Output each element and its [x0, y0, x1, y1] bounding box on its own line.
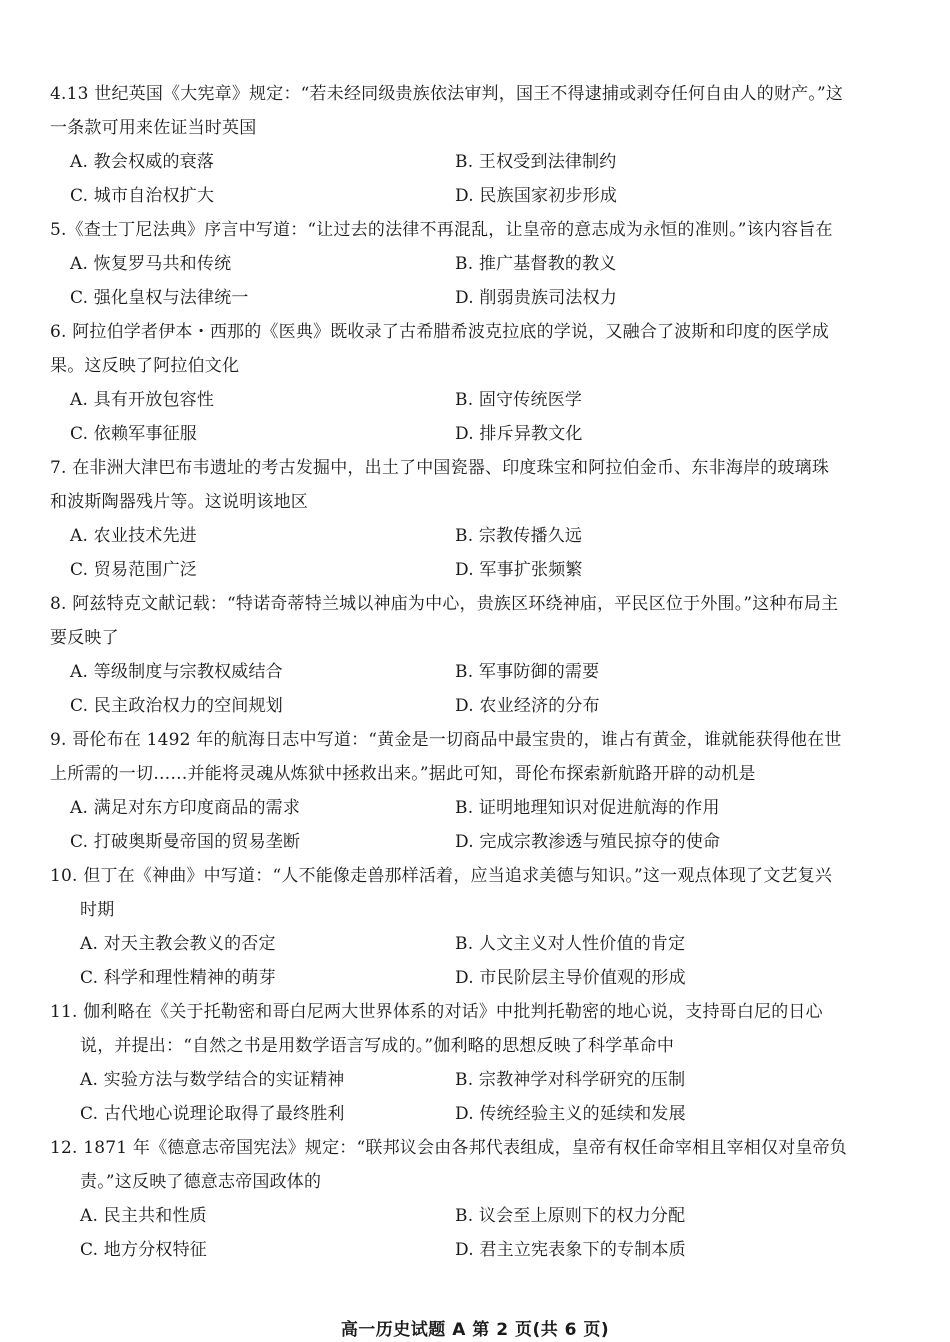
option-a[interactable]: A. 满足对东方印度商品的需求: [70, 798, 301, 818]
option-b[interactable]: B. 证明地理知识对促进航海的作用: [455, 798, 720, 818]
option-c[interactable]: C. 贸易范围广泛: [70, 560, 198, 580]
option-d[interactable]: D. 军事扩张频繁: [455, 560, 583, 580]
question-stem-line: 要反映了: [50, 628, 119, 648]
question-stem-line: 时期: [80, 900, 115, 920]
question-stem-line: 12. 1871 年《德意志帝国宪法》规定：“联邦议会由各邦代表组成，皇帝有权任命宰相且宰相仅对皇帝负: [50, 1138, 847, 1158]
page-footer: 高一历史试题 A 第 2 页(共 6 页): [340, 1320, 610, 1340]
option-b[interactable]: B. 宗教传播久远: [455, 526, 583, 546]
question-stem-line: 5.《查士丁尼法典》序言中写道：“让过去的法律不再混乱，让皇帝的意志成为永恒的准则。”该内容旨在: [50, 220, 833, 240]
question-stem-line: 8. 阿兹特克文献记载：“特诺奇蒂特兰城以神庙为中心，贵族区环绕神庙，平民区位于外围。”这种布局主: [50, 594, 839, 614]
option-a[interactable]: A. 民主共和性质: [80, 1206, 207, 1226]
option-b[interactable]: B. 推广基督教的教义: [455, 254, 617, 274]
question-stem-line: 上所需的一切……并能将灵魂从炼狱中拯救出来。”据此可知，哥伦布探索新航路开辟的动机是: [50, 764, 756, 784]
question-stem-line: 7. 在非洲大津巴布韦遗址的考古发掘中，出土了中国瓷器、印度珠宝和阿拉伯金币、东非海岸的玻璃珠: [50, 458, 830, 478]
option-d[interactable]: D. 削弱贵族司法权力: [455, 288, 618, 308]
question-stem-line: 6. 阿拉伯学者伊本・西那的《医典》既收录了古希腊希波克拉底的学说，又融合了波斯和印度的医学成: [50, 322, 830, 342]
option-b[interactable]: B. 议会至上原则下的权力分配: [455, 1206, 686, 1226]
option-b[interactable]: B. 人文主义对人性价值的肯定: [455, 934, 686, 954]
question-stem-line: 和波斯陶器残片等。这说明该地区: [50, 492, 308, 512]
option-c[interactable]: C. 科学和理性精神的萌芽: [80, 968, 276, 988]
option-b[interactable]: B. 王权受到法律制约: [455, 152, 617, 172]
option-a[interactable]: A. 等级制度与宗教权威结合: [70, 662, 283, 682]
option-c[interactable]: C. 地方分权特征: [80, 1240, 208, 1260]
option-a[interactable]: A. 实验方法与数学结合的实证精神: [80, 1070, 345, 1090]
question-stem-line: 4.13 世纪英国《大宪章》规定：“若未经同级贵族依法审判，国王不得逮捕或剥夺任何自由人的财产。”这: [50, 84, 844, 104]
question-stem-line: 11. 伽利略在《关于托勒密和哥白尼两大世界体系的对话》中批判托勒密的地心说，支持哥白尼的日心: [50, 1002, 823, 1022]
option-a[interactable]: A. 对天主教会教义的否定: [80, 934, 276, 954]
option-c[interactable]: C. 依赖军事征服: [70, 424, 198, 444]
option-c[interactable]: C. 民主政治权力的空间规划: [70, 696, 284, 716]
option-c[interactable]: C. 古代地心说理论取得了最终胜利: [80, 1104, 345, 1124]
question-stem-line: 10. 但丁在《神曲》中写道：“人不能像走兽那样活着，应当追求美德与知识。”这一观点体现了文艺复兴: [50, 866, 833, 886]
option-d[interactable]: D. 君主立宪表象下的专制本质: [455, 1240, 686, 1260]
option-a[interactable]: A. 具有开放包容性: [70, 390, 215, 410]
question-stem-line: 一条款可用来佐证当时英国: [50, 118, 257, 138]
question-stem-line: 责。”这反映了德意志帝国政体的: [80, 1172, 322, 1192]
question-stem-line: 说，并提出：“自然之书是用数学语言写成的。”伽利略的思想反映了科学革命中: [80, 1036, 675, 1056]
option-b[interactable]: B. 军事防御的需要: [455, 662, 600, 682]
option-a[interactable]: A. 教会权威的衰落: [70, 152, 215, 172]
option-d[interactable]: D. 传统经验主义的延续和发展: [455, 1104, 686, 1124]
option-d[interactable]: D. 排斥异教文化: [455, 424, 583, 444]
option-c[interactable]: C. 强化皇权与法律统一: [70, 288, 249, 308]
option-d[interactable]: D. 市民阶层主导价值观的形成: [455, 968, 686, 988]
question-stem-line: 果。这反映了阿拉伯文化: [50, 356, 240, 376]
option-d[interactable]: D. 农业经济的分布: [455, 696, 600, 716]
option-a[interactable]: A. 农业技术先进: [70, 526, 197, 546]
option-d[interactable]: D. 民族国家初步形成: [455, 186, 618, 206]
option-c[interactable]: C. 打破奥斯曼帝国的贸易垄断: [70, 832, 301, 852]
option-c[interactable]: C. 城市自治权扩大: [70, 186, 215, 206]
option-b[interactable]: B. 固守传统医学: [455, 390, 583, 410]
option-b[interactable]: B. 宗教神学对科学研究的压制: [455, 1070, 686, 1090]
option-a[interactable]: A. 恢复罗马共和传统: [70, 254, 232, 274]
question-stem-line: 9. 哥伦布在 1492 年的航海日志中写道：“黄金是一切商品中最宝贵的，谁占有黄金，谁就能获得他在世: [50, 730, 842, 750]
option-d[interactable]: D. 完成宗教渗透与殖民掠夺的使命: [455, 832, 721, 852]
